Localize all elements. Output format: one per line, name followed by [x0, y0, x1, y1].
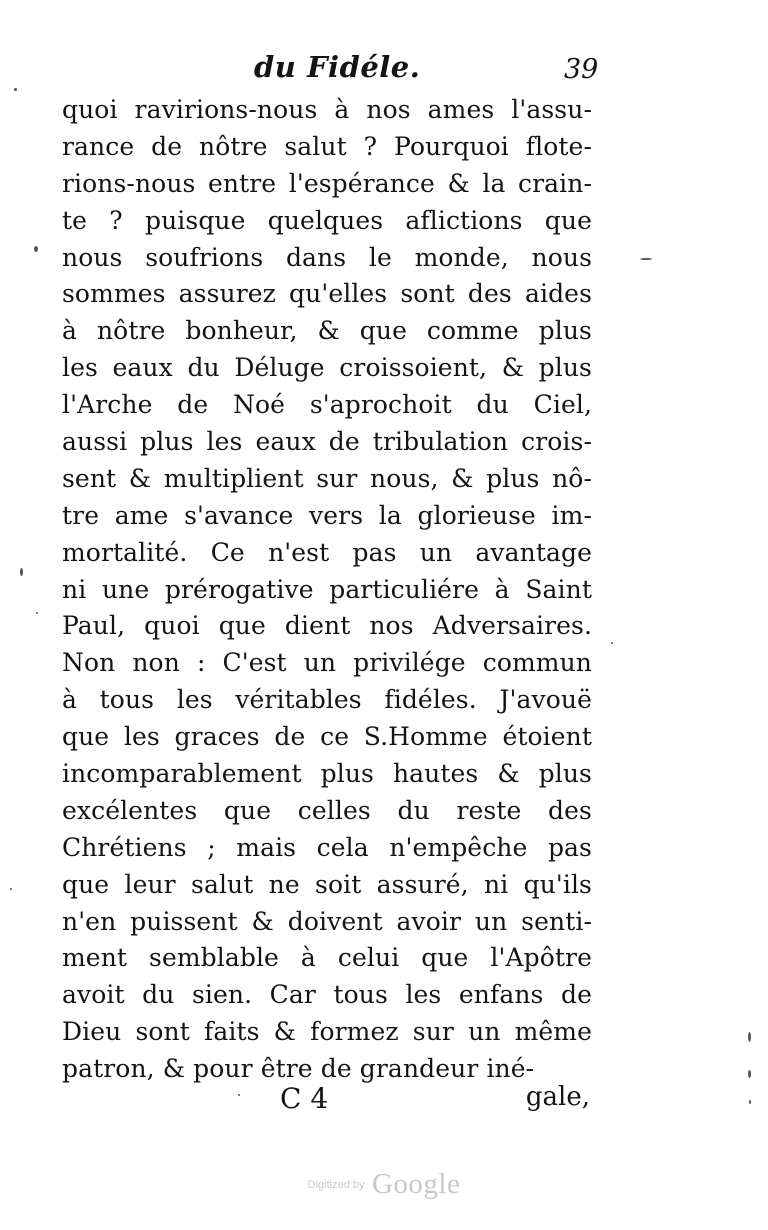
text-line: excélentes que celles du reste des [62, 795, 592, 825]
text-line: l'Arche de Noé s'aprochoit du Ciel, [62, 390, 592, 420]
text-line: quoi ravirions-nous à nos ames l'assu- [62, 95, 592, 124]
text-line: Chrétiens ; mais cela n'empêche pas [62, 832, 592, 862]
text-line: que leur salut ne soit assuré, ni qu'ils [62, 869, 592, 899]
text-line: Dieu sont faits & formez sur un même [62, 1017, 592, 1047]
page-number: 39 [564, 54, 599, 85]
text-line: ment semblable à celui que l'Apôtre [62, 943, 592, 973]
watermark-prefix: Digitized by [307, 1178, 365, 1191]
ink-speck [749, 1100, 751, 1104]
ink-speck [748, 1070, 751, 1078]
text-line: patron, & pour être de grandeur iné- [62, 1054, 535, 1084]
text-line: nous soufrions dans le monde, nous [62, 242, 592, 272]
watermark-brand: Google [371, 1168, 461, 1200]
ink-speck [34, 246, 38, 252]
text-line: aussi plus les eaux de tribulation crois- [62, 427, 592, 457]
text-line: incomparablement plus hautes & plus [62, 759, 592, 789]
text-line: Paul, quoi que dient nos Adversaires. [62, 611, 592, 641]
text-line: Non non : C'est un privilége commun [62, 648, 592, 678]
text-line: tre ame s'avance vers la glorieuse im- [62, 500, 592, 530]
digitization-watermark [0, 1168, 768, 1201]
ink-speck [748, 1032, 751, 1042]
text-line: à tous les véritables fidéles. J'avouë [62, 685, 592, 715]
page-footer [62, 1082, 592, 1122]
text-line: te ? puisque quelques aflictions que [62, 205, 592, 235]
text-line: rance de nôtre salut ? Pourquoi flote- [62, 131, 592, 161]
body-text [62, 92, 592, 1088]
text-line: que les graces de ce S.Homme étoient [62, 722, 592, 752]
text-line: mortalité. Ce n'est pas un avantage [62, 537, 592, 567]
ink-speck [10, 888, 12, 890]
text-line: n'en puissent & doivent avoir un senti- [62, 906, 592, 936]
ink-speck [14, 88, 17, 91]
ink-speck [238, 1094, 240, 1096]
text-line: sommes assurez qu'elles sont des aides [62, 279, 592, 309]
text-line: ni une prérogative particuliére à Saint [62, 574, 592, 604]
ink-speck [20, 568, 23, 576]
text-line: à nôtre bonheur, & que comme plus [62, 316, 592, 346]
running-title: du Fidéle. [254, 50, 421, 84]
ink-speck [640, 258, 652, 260]
ink-speck [611, 642, 613, 644]
running-head [62, 50, 602, 90]
catchword: gale, [525, 1082, 590, 1112]
ink-speck [36, 612, 38, 614]
text-line: sent & multiplient sur nous, & plus nô- [62, 463, 592, 493]
text-line: avoit du sien. Car tous les enfans de [62, 980, 592, 1010]
signature-mark: C 4 [280, 1082, 329, 1115]
text-line: les eaux du Déluge croissoient, & plus [62, 353, 592, 383]
text-line: rions-nous entre l'espérance & la crain- [62, 168, 592, 198]
